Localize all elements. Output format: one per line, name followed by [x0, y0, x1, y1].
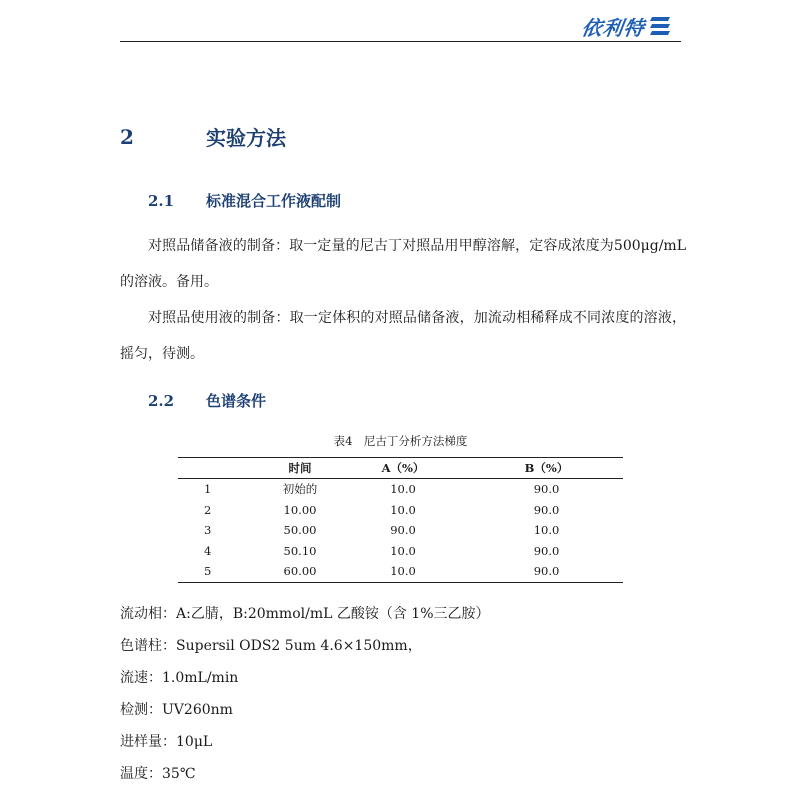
paragraph-working-solution: 对照品使用液的制备：取一定体积的对照品储备液，加流动相稀释成不同浓度的溶液，摇匀，待测。 — [120, 310, 686, 362]
column-header: B（%） — [470, 458, 623, 479]
column-header: A（%） — [336, 458, 470, 479]
table-cell: 90.0 — [470, 561, 623, 582]
table-cell: 90.0 — [533, 482, 560, 497]
condition-mobile-phase: 流动相：A:乙腈，B:20mmol/mL 乙酸铵（含 1%三乙胺） — [120, 606, 490, 622]
table-cell: 初始的 — [282, 482, 318, 497]
table-cell: 1 — [204, 482, 212, 497]
table-cell: 90.0 — [533, 502, 560, 517]
table-cell: 50.10 — [283, 543, 317, 558]
condition-column: 色谱柱：Supersil ODS2 5um 4.6×150mm， — [120, 638, 422, 654]
subsection-number: 2.1 — [148, 191, 175, 210]
table-cell: 10.00 — [283, 502, 317, 517]
table-row — [178, 561, 623, 582]
table-cell: 10.0 — [390, 543, 416, 558]
table-cell: 50.00 — [283, 523, 317, 538]
condition-flow-rate: 流速：1.0mL/min — [120, 670, 239, 686]
subsection-number: 2.2 — [148, 391, 175, 410]
table-cell: 60.00 — [264, 561, 336, 582]
subsection-title: 色谱条件 — [206, 392, 267, 410]
header-rule — [120, 41, 681, 42]
condition-temperature: 温度：35℃ — [120, 766, 196, 782]
column-header — [178, 458, 264, 479]
table-header-row — [178, 458, 623, 479]
gradient-table — [178, 457, 623, 583]
logo-stripes-icon — [649, 16, 671, 36]
condition-detection: 检测：UV260nm — [120, 702, 233, 718]
table-cell: 90.0 — [390, 523, 416, 538]
table-row — [178, 500, 623, 521]
table-row — [178, 479, 623, 500]
table-cell: 90.0 — [533, 543, 560, 558]
column-header: 时间 — [264, 458, 336, 479]
table-cell: 10.0 — [336, 561, 470, 582]
company-logo — [582, 10, 682, 42]
subsection-title: 标准混合工作液配制 — [206, 192, 342, 210]
table-cell: 4 — [204, 543, 212, 558]
table-caption: 表4 尼古丁分析方法梯度 — [333, 434, 468, 448]
table-row — [178, 541, 623, 562]
table-row — [178, 520, 623, 541]
paragraph-stock-solution: 对照品储备液的制备：取一定量的尼古丁对照品用甲醇溶解，定容成浓度为500μg/mL的溶液。备用。 — [120, 238, 686, 290]
table-cell: 10.0 — [390, 482, 416, 497]
condition-injection-volume: 进样量：10μL — [120, 734, 213, 750]
section-heading — [120, 122, 286, 151]
subsection-heading-2-1 — [148, 190, 341, 211]
table-cell: 3 — [204, 523, 212, 538]
table-cell: 10.0 — [390, 502, 416, 517]
logo-text: 依利特 — [580, 15, 647, 40]
table-cell: 2 — [204, 502, 212, 517]
table-cell: 10.0 — [533, 523, 560, 538]
section-number: 2 — [120, 124, 134, 149]
table-cell: 5 — [178, 561, 264, 582]
subsection-heading-2-2 — [148, 390, 266, 411]
section-title: 实验方法 — [206, 126, 286, 150]
